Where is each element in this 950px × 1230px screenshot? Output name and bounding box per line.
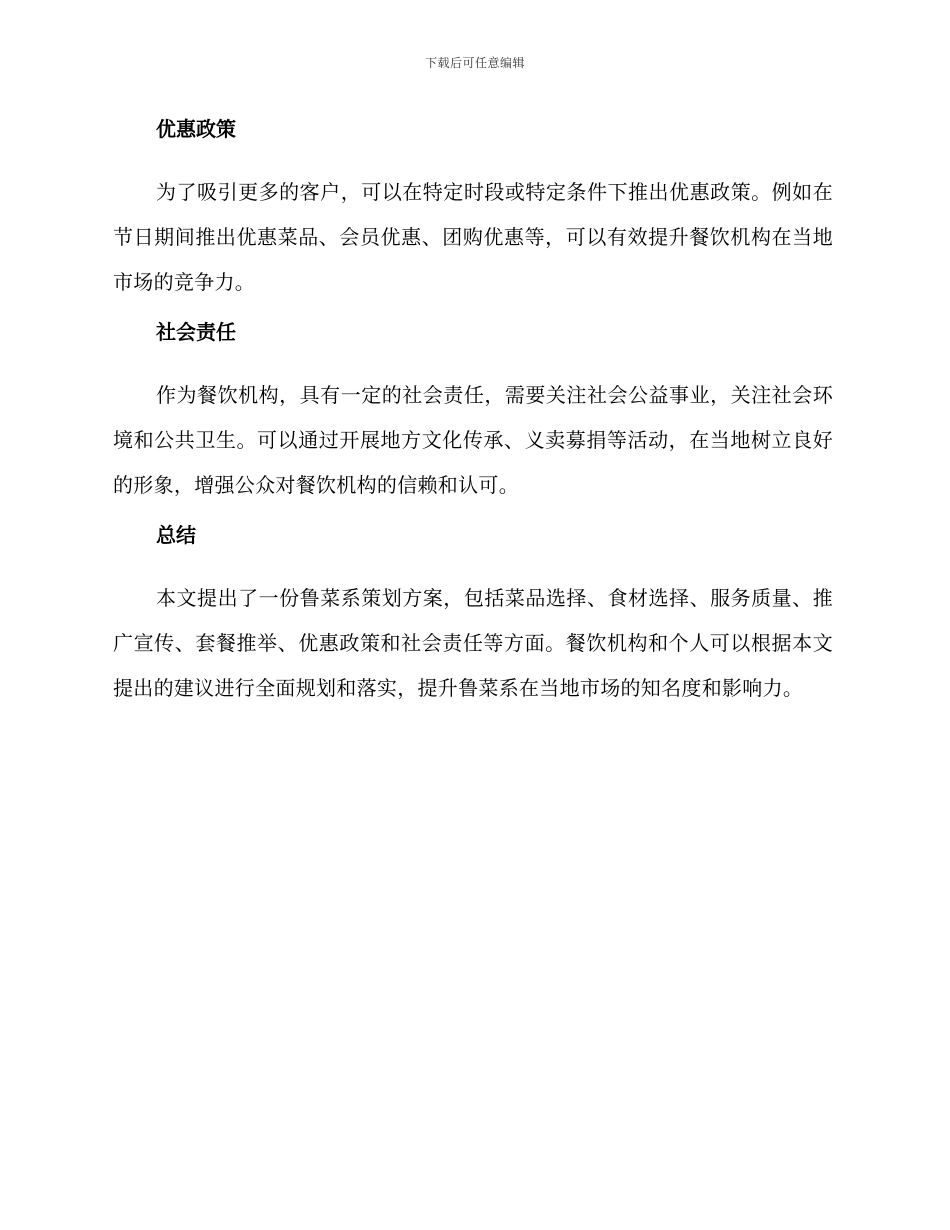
section-paragraph-social-responsibility: 作为餐饮机构，具有一定的社会责任，需要关注社会公益事业，关注社会环境和公共卫生。可以通过开展地方文化传承、义卖募捐等活动，在当地树立良好的形象，增强公众对餐饮机构的信赖和认可。 — [113, 383, 833, 497]
section-heading-summary: 总结 — [156, 523, 196, 547]
document-body — [113, 114, 833, 723]
section-paragraph-discount-policy: 为了吸引更多的客户，可以在特定时段或特定条件下推出优惠政策。例如在节日期间推出优惠菜品、会员优惠、团购优惠等，可以有效提升餐饮机构在当地市场的竞争力。 — [113, 180, 833, 294]
page-header: 下载后可任意编辑 — [424, 56, 525, 70]
section-heading-social-responsibility: 社会责任 — [156, 320, 236, 344]
section-heading-discount-policy: 优惠政策 — [156, 117, 236, 141]
section-paragraph-summary: 本文提出了一份鲁菜系策划方案，包括菜品选择、食材选择、服务质量、推广宣传、套餐推举、优惠政策和社会责任等方面。餐饮机构和个人可以根据本文提出的建议进行全面规划和落实，提升鲁菜系在当地市场的知名度和影响力。 — [113, 586, 833, 700]
